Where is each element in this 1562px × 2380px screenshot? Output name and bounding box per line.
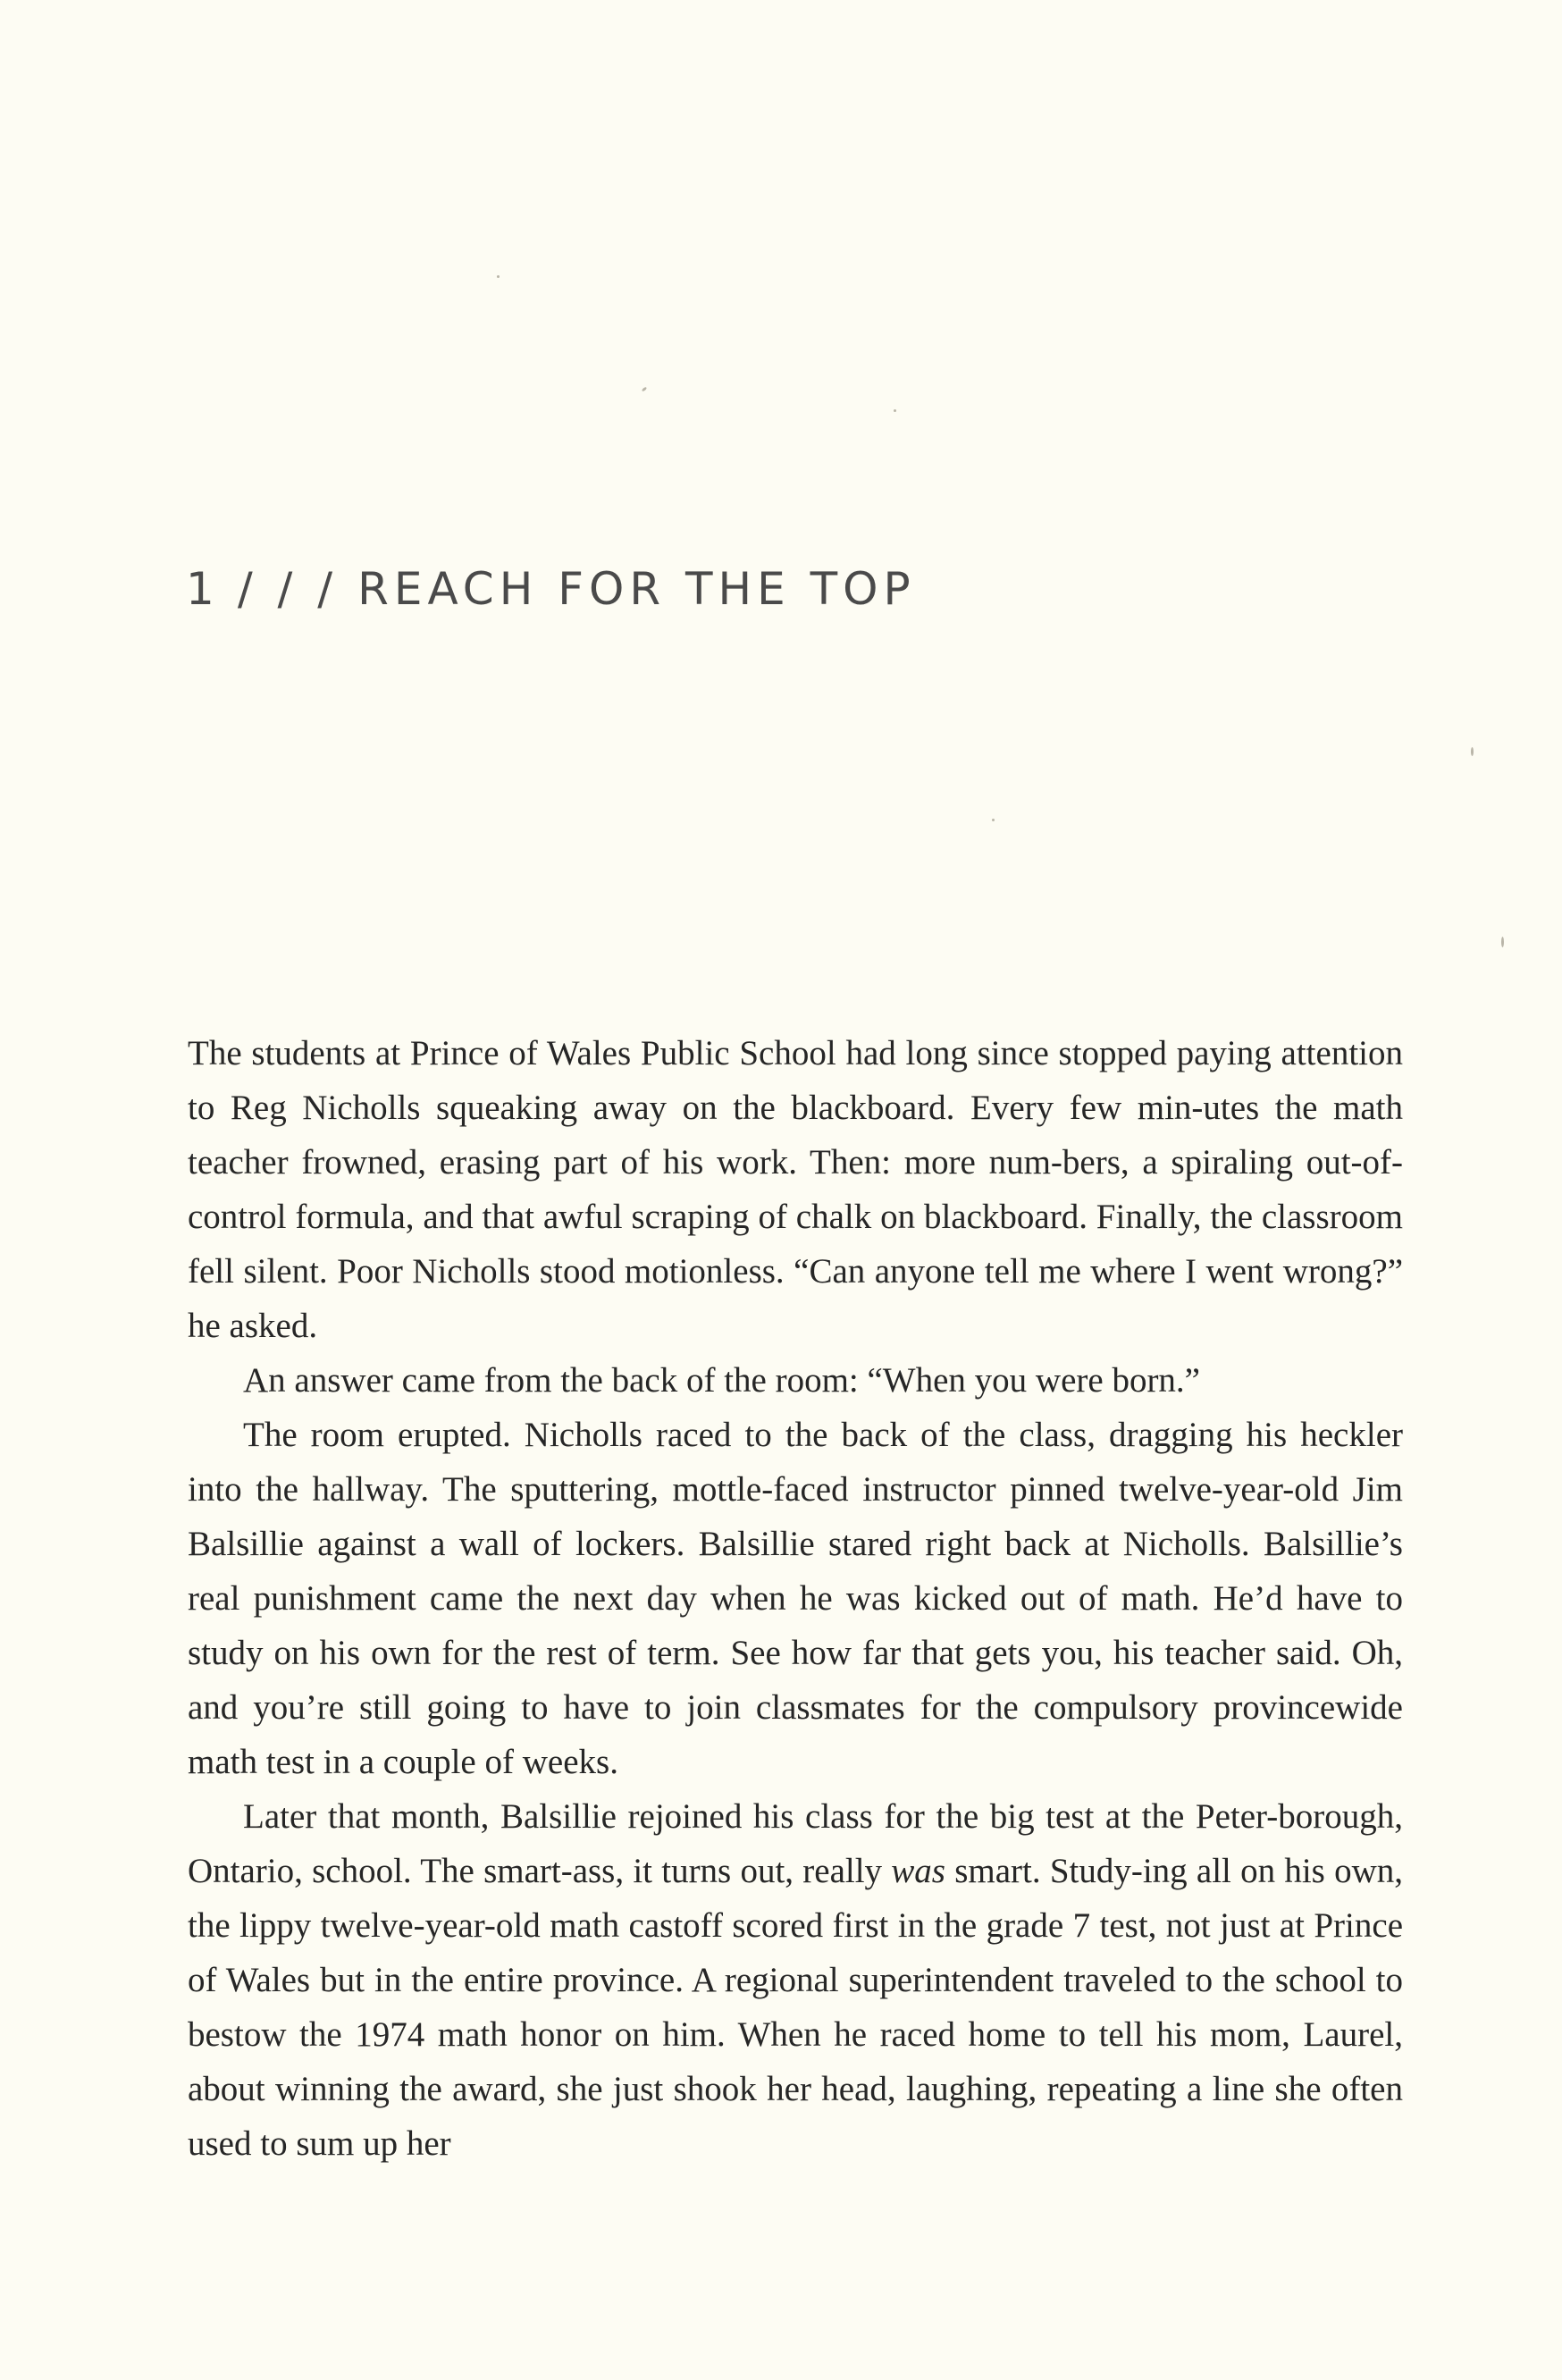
paper-speck [894, 409, 896, 412]
paragraph-3: The room erupted. Nicholls raced to the back of the class, dragging his heckler into the hallway. The sputtering, mottle-faced instructor pinned twelve-year-old Jim Balsillie against a wall of lockers. Balsillie stared right back at Nicholls. Balsillie’s real punishment came the next day when he was kicked out of math. He’d have to study on his own for the rest of term. See how far that gets you, his teacher said. Oh, and you’re still going to have to join classmates for the compulsory provincewide math test in a couple of weeks. [188, 1416, 1403, 1781]
paper-speck [1501, 937, 1504, 947]
paper-speck [642, 386, 648, 391]
paragraph-4 [188, 1789, 1403, 2171]
paragraph-4-start: Later that month, Balsillie rejoined his class for the big test at the Peter-borough, Ontario, school. The smart-ass, it turns out, really [188, 1797, 1403, 1890]
chapter-title: REACH FOR THE TOP [357, 563, 916, 615]
chapter-number: 1 [186, 563, 220, 615]
paper-speck [497, 275, 500, 278]
chapter-heading [186, 563, 916, 615]
emphasized-word: was [891, 1852, 945, 1890]
paper-speck [992, 819, 995, 821]
body-text [188, 1026, 1403, 2171]
paragraph-2: An answer came from the back of the room: “When you were born.” [243, 1361, 1200, 1400]
paragraph-4-end: smart. Study-ing all on his own, the lippy twelve-year-old math castoff scored first in the grade 7 test, not just at Prince of Wales but in the entire province. A regional superintendent traveled to the school to bestow the 1974 math honor on him. When he raced home to tell his mom, Laurel, about winning the award, she just shook her head, laughing, repeating a line she often used to sum up her [188, 1852, 1403, 2163]
paper-speck [1471, 747, 1474, 756]
chapter-slashes: / / / [237, 563, 339, 615]
paragraph-1: The students at Prince of Wales Public School had long since stopped paying attention to Reg Nicholls squeaking away on the blackboard. Every few min-utes the math teacher frowned, erasing part of his work. Then: more num-bers, a spiraling out-of-control formula, and that awful scraping of chalk on blackboard. Finally, the classroom fell silent. Poor Nicholls stood motionless. “Can anyone tell me where I went wrong?” he asked. [188, 1034, 1403, 1345]
